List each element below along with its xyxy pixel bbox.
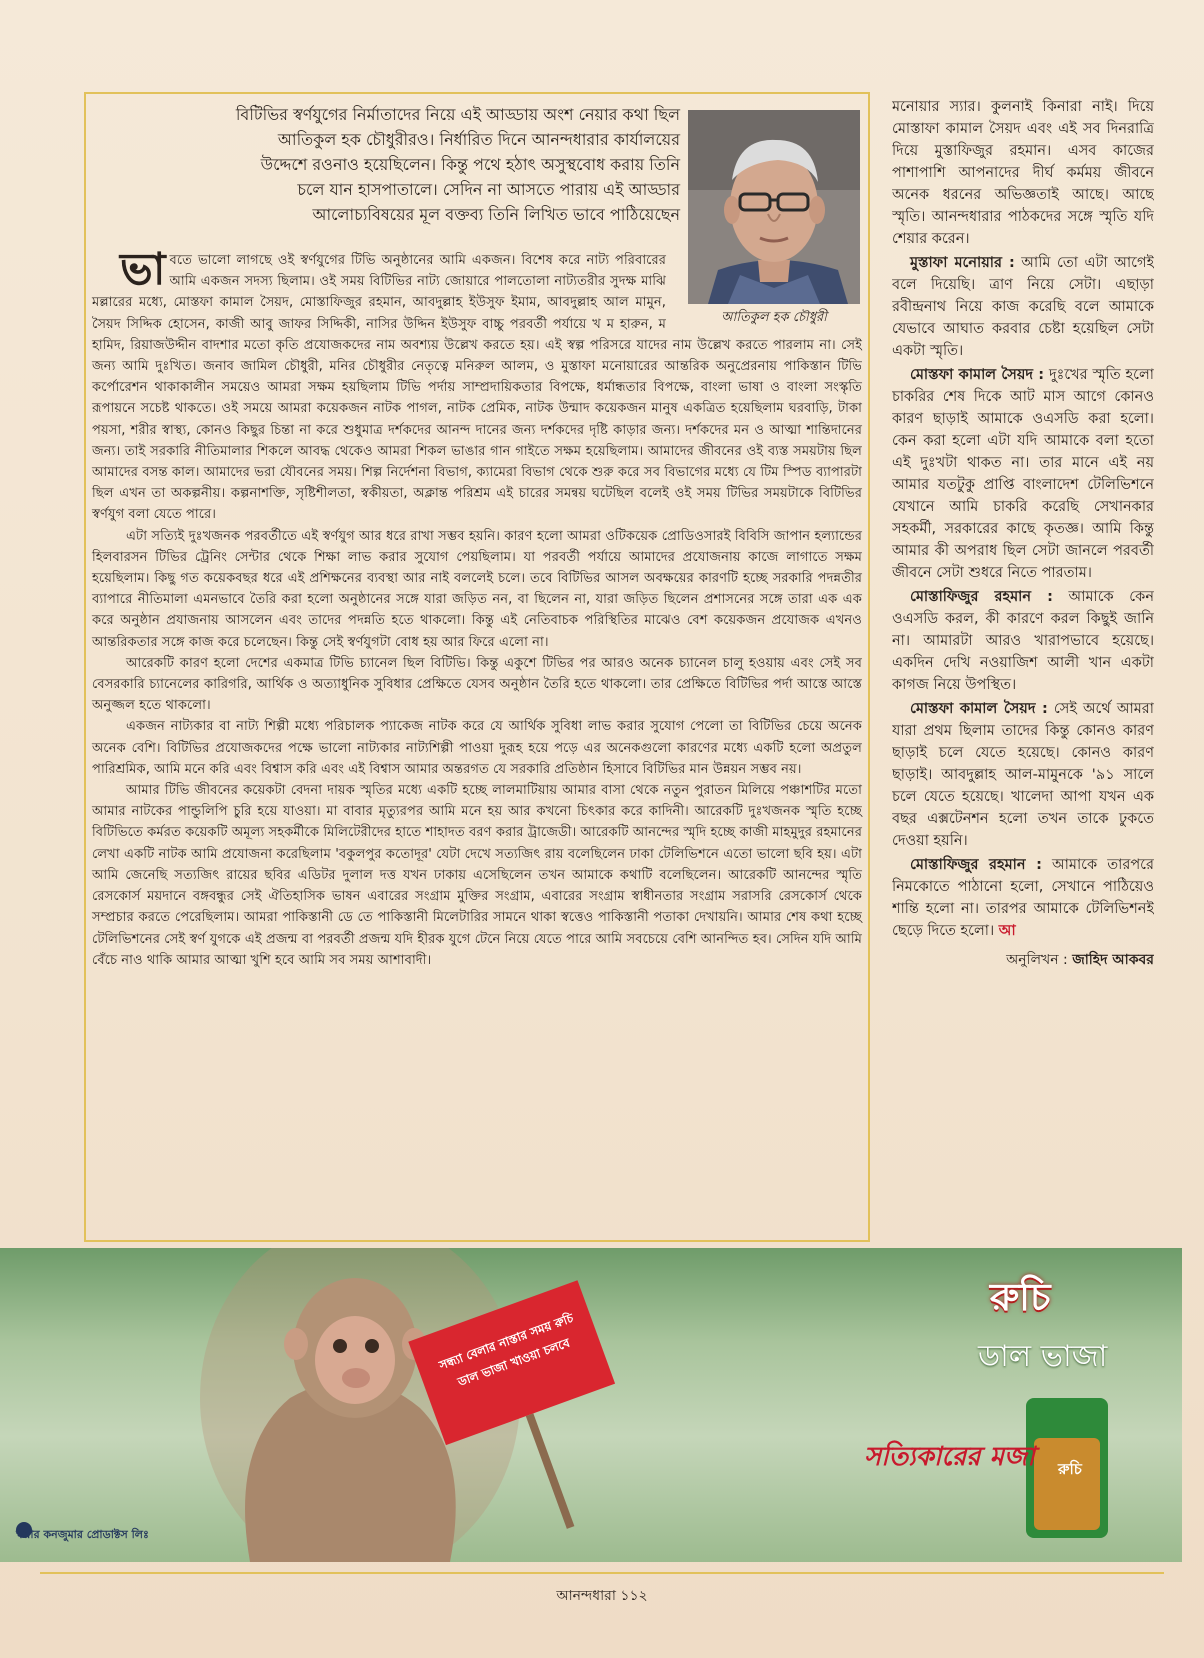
page-folio: আনন্দধারা ১১২ bbox=[556, 1588, 648, 1604]
interview-paragraph: মনোয়ার স্যার। কুলনাই কিনারা নাই। দিয়ে মোস্তাফা কামাল সৈয়দ এবং এই সব দিনরাত্রি দিয়ে মুস্তাফিজুর রহমান। এসব কাজের পাশাপাশি আপনাদের দীর্ঘ কর্মময় জীবনে অনেক ধরনের অভিজ্ঞতাই আছে। আছে স্মৃতি। আনন্দধারার পাঠকদের সঙ্গে স্মৃতি যদি শেয়ার করেন। bbox=[892, 99, 1154, 247]
intro-text bbox=[100, 102, 680, 227]
interview-paragraph bbox=[892, 364, 1154, 584]
speaker-name: মোস্তফা কামাল সৈয়দ : bbox=[910, 701, 1048, 717]
interview-paragraph bbox=[892, 252, 1154, 362]
photo-wrap-spacer bbox=[666, 250, 862, 322]
article-paragraph: আরেকটি কারণ হলো দেশের একমাত্র টিভি চ্যানেল ছিল বিটিভি। কিন্তু একুশে টিভির পর আরও অনেক চ্যানেল চালু হওয়ায় এবং সেই সব বেসরকারি চ্যানেলের কারিগরি, আর্থিক ও অত্যাধুনিক সুবিধার প্রেক্ষিতে যেসব অনুষ্ঠান তৈরি হতে থাকলো। তার প্রেক্ষিতে বিটিভির পর্দা আস্তে আস্তে অনুজ্জল হতে থাকলো। bbox=[92, 655, 862, 714]
brand-logo: রুচি bbox=[990, 1275, 1051, 1319]
interview-column bbox=[892, 96, 1154, 1236]
intro-line: উদ্দেশে রওনাও হয়েছিলেন। কিন্তু পথে হঠাৎ অসুস্থবোধ করায় তিনি bbox=[260, 155, 680, 174]
article-body bbox=[92, 244, 862, 971]
intro-line: আলোচ্যবিষয়ের মূল বক্তব্য তিনি লিখিত ভাবে পাঠিয়েছেন bbox=[312, 205, 680, 224]
intro-line: আতিকুল হক চৌধুরীরও। নির্ধারিত দিনে আনন্দধারার কার্যালয়ের bbox=[277, 130, 680, 149]
speaker-name: মোস্তফা কামাল সৈয়দ : bbox=[910, 367, 1045, 383]
speaker-name: মুস্তাফা মনোয়ার : bbox=[910, 255, 1015, 271]
footer-rule bbox=[40, 1572, 1164, 1574]
interview-paragraph bbox=[892, 586, 1154, 696]
end-mark: আ bbox=[998, 923, 1016, 939]
article-paragraph: একজন নাট্যকার বা নাট্য শিল্পী মধ্যে পরিচালক প্যাকেজ নাটক করে যে আর্থিক সুবিধা লাভ করার সুযোগ পেলো তা বিটিভির চেয়ে অনেক অনেক বেশি। বিটিভির প্রযোজকদের পক্ষে ভালো নাট্যকার নাট্যশিল্পী পাওয়া দুরূহ হয়ে পড়ে এর অনেকগুলো কারণের মধ্যে একটি হলো অপ্রতুল পারিশ্রমিক, আমি মনে করি এবং বিশ্বাস করি এবং এই বিশ্বাস আমার অন্তরগত যে সরকারি প্রতিষ্ঠান হিসাবে বিটিভির মান উন্নয়ন সম্ভব নয়। bbox=[92, 719, 862, 777]
product-name: ডাল ভাজা bbox=[978, 1339, 1108, 1374]
ad-slogan: সত্যিকারের মজা bbox=[864, 1442, 1035, 1472]
ruchi-advertisement bbox=[0, 1248, 1182, 1562]
drop-cap: ভা bbox=[120, 244, 166, 295]
credit-name: জাহিদ আকবর bbox=[1072, 952, 1154, 968]
speaker-text: সেই অর্থে আমরা যারা প্রথম ছিলাম তাদের কিন্তু কোনও কারণ ছাড়াই চলে যেতে হয়েছে। কোনও কারণ ছাড়াই। আবদুল্লাহ আল-মামুনকে '৯১ সালে চলে যেতে হয়েছে। খালেদা আপা যখন এক বছর এক্সটেনশন হলো তখন তাকে ঢুকতে দেওয়া হয়নি। bbox=[892, 701, 1154, 849]
article-paragraph: এটা সত্যিই দুঃখজনক পরবর্তীতে এই স্বর্ণযুগ আর ধরে রাখা সম্ভব হয়নি। কারণ হলো আমরা ওটিকয়েক প্রোডিওসারই বিবিসি জাপান হল্যান্ডের হিলবারসন টিভির ট্রেনিং সেন্টার থেকে শিক্ষা লাভ করার সুযোগ পেয়ছিলাম। যা পরবর্তী পর্যায়ে আমাদের প্রযোজনায় কাজে লাগাতে সক্ষম হয়েছিলাম। কিছু গত কয়েকবছর ধরে এই প্রশিক্ষনের ব্যবস্থা আর নাই বললেই চলে। তবে বিটিভির আসল অবক্ষয়ের কারণটি হচ্ছে সরকারি পদন্নতীর ব্যাপারে নীতিমালা এমনভাবে তৈরি করা হলো অনুষ্ঠানের সঙ্গে যারা জড়িত নন, বা ছিলেন না, যারা জড়িত ছিলেন প্রশাসনের সঙ্গে তারা এক এক করে অনুষ্ঠান প্রযাজনায় আসলেন এবং তাদের পদন্নতি হতে থাকলো। কিন্তু এই নেতিবাচক পরিস্থিতির মাঝেও বেশ কয়েকজন প্রযোজক এখনও আন্তরিকতার সঙ্গে কাজ করে চলেছেন। কিন্তু সেই স্বর্ণযুগটা বোধ হয় আর ফিরে এলো না। bbox=[92, 528, 862, 650]
pack-label: রুচি bbox=[1058, 1460, 1082, 1478]
manufacturer-credit: স্কয়ার কনজুমার প্রোডাক্টস লিঃ bbox=[16, 1528, 149, 1541]
speaker-text: দুঃখের স্মৃতি হলো চাকরির শেষ দিকে আট মাস আগে কোনও কারণ ছাড়াই আমাকে ওএসডি করা হলো। কেন করা হলো এটা যদি আমাকে বলা হতো এই দুঃখটা থাকত না। তার মানে এই নয় আমার যতটুকু প্রাপ্তি বাংলাদেশ টেলিভিশনে যেখানে আমি চাকরি করেছি সেখানকার সহকর্মী, সরকারের কাছে কৃতজ্ঞ। আমি কিন্তু আমার কী অপরাধ ছিল সেটা জানলে পরবর্তী জীবনে সেটা শুধরে নিতে পারতাম। bbox=[892, 367, 1154, 581]
speaker-text: আমাকে তারপরে নিমকোতে পাঠানো হলো, সেখানে পাঠিয়েও শান্তি হলো না। তারপর আমাকে টেলিভিশনই ছেড়ে দিতে হলো। bbox=[892, 857, 1154, 939]
interview-paragraph bbox=[892, 854, 1154, 942]
photo-caption: আতিকুল হক চৌধুরী bbox=[721, 310, 827, 325]
intro-line: বিটিভির স্বর্ণযুগের নির্মাতাদের নিয়ে এই আড্ডায় অংশ নেয়ার কথা ছিল bbox=[235, 105, 680, 124]
intro-line: চলে যান হাসপাতালে। সেদিন না আসতে পারায় এই আড্ডার bbox=[297, 180, 680, 199]
speaker-text: আমাকে কেন ওএসডি করল, কী কারণে করল কিছুই জানি না। আমারটা আরও খারাপভাবে হয়েছে। একদিন দেখি নওয়াজিশ আলী খান একটা কাগজ নিয়ে উপস্থিত। bbox=[892, 589, 1154, 693]
credit-label: অনুলিখন : bbox=[1006, 952, 1068, 968]
article-paragraph: আমার টিভি জীবনের কয়েকটা বেদনা দায়ক স্মৃতির মধ্যে একটি হচ্ছে লালমাটিয়ায় আমার বাসা থেকে নতুন পুরাতন মিলিয়ে পঞ্চাশটির মতো আমার নাটকের পান্ডুলিপি চুরি হয়ে যাওয়া। মা বাবার মৃত্যুরপর আমি মনে হয় আর কখনো চিৎকার করে কাদিনী। আরেকটি দুঃখজনক স্মৃতি হচ্ছে বিটিভিতে কর্মরত কয়েকটি অমূল্য সহকর্মীকে মিলিটেরীদের হাতে শাহাদত বরণ করার ট্রাজেডী। আরেকটি আনন্দের স্মৃদি হচ্ছে কাজী মাহমুদুর রহমানের লেখা একটি নাটক আমি প্রযোজনা করেছিলাম 'বকুলপুর কতোদূর' যেটা দেখে সত্যজিৎ রায় বলেছিলেন ঢাকা টেলিভিশনে এতো ভালো ছবি হয়। এটা আমি জেনেছি সত্যজিৎ রায়ের ছবির এডিটর দুলাল দত্ত যখন ঢাকায় এসেছিলেন তখন আমাকে কথাটি বলেছিলেন। আরেকটি আনন্দের স্মৃতি রেসকোর্স ময়দানে বঙ্গবন্ধুর সেই ঐতিহাসিক ভাষন এবারের সংগ্রাম মুক্তির সংগ্রাম, এবারের সংগ্রাম স্বাধীনতার সংগ্রাম সরাসরি রেসকোর্স থেকে সম্প্রচার করতে পেরেছিলাম। আমরা পাকিস্তানী ডে তে পাকিস্তানী মিলেটারির সামনে থাকা স্বত্তেও পাকিস্তানী পতাকা দেখায়নি। আমার শেষ কথা হচ্ছে টেলিভিশনের সেই স্বর্ণ যুগকে এই প্রজন্ম বা পরবর্তী প্রজন্ম যদি হীরক যুগে টেনে নিয়ে যেতে পারে আমি সবচেয়ে বেশি আনন্দিত হব। সেদিন যদি আমি বেঁচে নাও থাকি আমার আত্মা খুশি হবে আমি সব সময় আশাবাদী। bbox=[92, 783, 862, 968]
speaker-name: মোস্তাফিজুর রহমান : bbox=[910, 857, 1042, 873]
speaker-text: আমি তো এটা আগেই বলে দিয়েছি। ত্রাণ নিয়ে সেটা। এছাড়া রবীন্দ্রনাথ নিয়ে কাজ করেছি বলে আমাকে যেভাবে আঘাত করবার চেষ্টা হয়েছিল সেটা একটা স্মৃতি। bbox=[892, 255, 1154, 359]
interview-paragraph bbox=[892, 698, 1154, 852]
transcription-credit bbox=[892, 948, 1154, 972]
monkey-sign-text: সন্ধ্যা বেলার নাস্তার সময় রুচি ডাল ভাজা খাওয়া চলবে bbox=[437, 1310, 576, 1390]
speaker-name: মোস্তাফিজুর রহমান : bbox=[910, 589, 1053, 605]
paragraph-text: বতে ভালো লাগছে ওই স্বর্ণযুগের টিভি অনুষ্ঠানের আমি একজন। বিশেষ করে নাট্য পরিবারের আমি একজন সদস্য ছিলাম। ওই সময় বিটিভির নাট্য জোয়ারে পালতোলা নাট্যতরীর সুদক্ষ মাঝি মল্লারের মধ্যে, মোস্তফা কামাল সৈয়দ, মোস্তাফিজুর রহমান, আবদুল্লাহ ইউসুফ ইমাম, আবদুল্লাহ আল মামুন, সৈয়দ সিদ্দিক হোসেন, কাজী আবু জাফর সিদ্দিকী, নাসির উদ্দিন ইউসুফ বাচ্চু পরবর্তী পর্যায়ে খ ম হারুন, ম হামিদ, রিয়াজউদ্দীন বাদশার মতো কৃতি প্রযোজকদের নাম অবশ্যয় উল্লেখ করতে হয়। এই স্বল্প পরিসরে যাদের নাম উল্লেখ করতে পারলাম না। সেই জন্য আমি দুঃখিত। জনাব জামিল চৌধুরী, মনির চৌধুরীর নেতৃত্বে মনিরুল আলম, ও মুস্তাফা মনোয়ারের আন্তরিক অনুপ্রেরনায় পাকিস্তান টিভি কর্পোরেশন থাকাকালীন সময়েও আমরা সক্ষম হয়ছিলাম টিভি পর্দায় সাম্প্রদায়িকতার বিপক্ষে, ধর্মান্ধতার বিপক্ষে, বাংলা ভাষা ও বাংলা সংস্কৃতি রূপায়নে সচেষ্ট থাকতে। ওই সময়ে আমরা কয়েকজন নাটক পাগল, নাটক প্রেমিক, নাটক উন্মাদ কয়েকজন মানুষ একত্রিত হয়েছিলাম ঘরবাড়ি, টাকা পয়সা, শরীর স্বাস্থ্য, কোনও কিছুর চিন্তা না করে শুধুমাত্র দর্শকদের আনন্দ দানের জন্য দর্শকদের দৃষ্টি কাড়ার জন্য। দর্শকদের মন ও আত্মা শান্তিদানের জন্য। তাই সরকারি নীতিমালার শিকলে আবদ্ধ থেকেও আমরা শিকল ভাঙার গান গাইতে সক্ষম হয়েছিলাম। আমাদের জীবনের ওই ব্যস্ত সময়টায় ছিল আমাদের বসন্ত কাল। আমাদের ভরা যৌবনের সময়। শিল্প নির্দেশনা বিভাগ, ক্যামেরা বিভাগ থেকে শুরু করে সব বিভাগের মধ্যে যে টিম স্পিড ব্যাপারটা ছিল এখন তা অকল্পনীয়। কল্পনাশক্তি, সৃষ্টিশীলতা, স্বকীয়তা, অক্লান্ত পরিশ্রম এই চারের সমন্বয় ঘটেছিল বলেই ওই সময় টিভির সময়টাকে বিটিভির স্বর্ণযুগ বলা যেতে পারে। bbox=[92, 253, 862, 523]
